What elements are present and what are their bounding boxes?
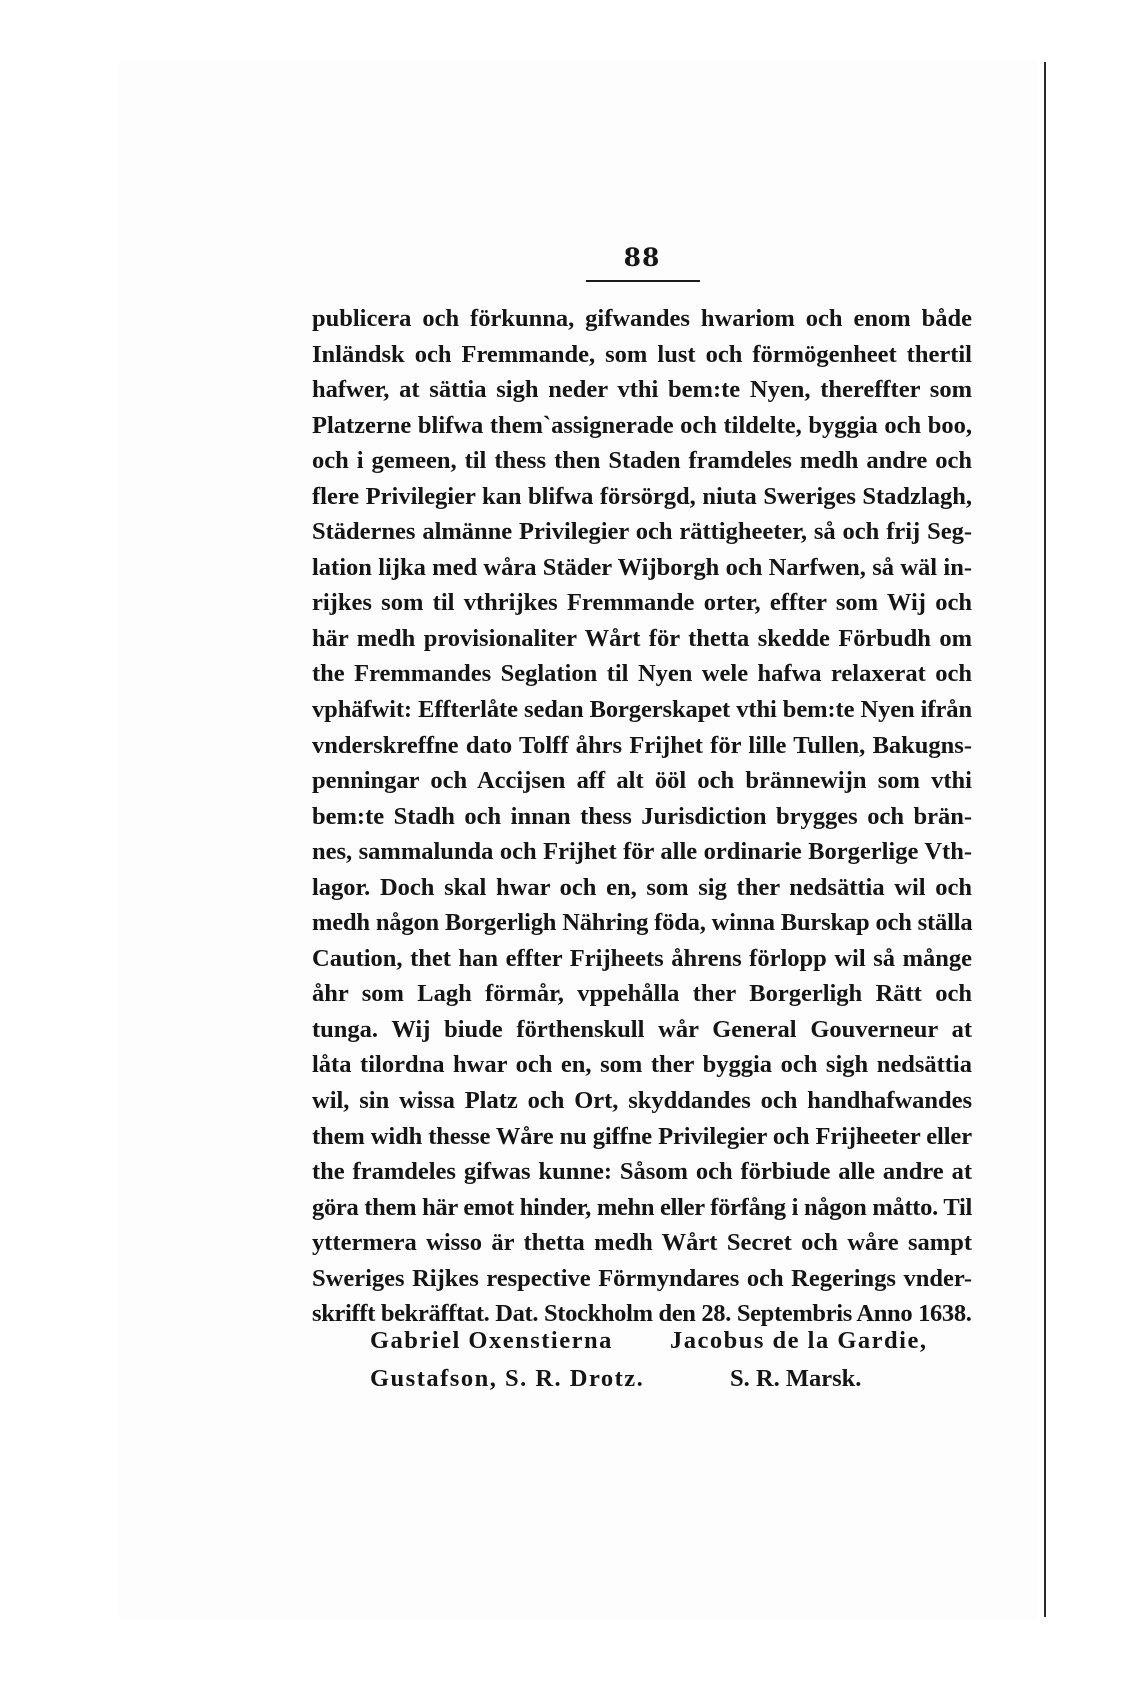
- text-line: penningar och Accijsen aff alt ööl och brännewijn som vthi: [312, 767, 972, 795]
- text-line: the framdeles gifwas kunne: Såsom och förbiude alle andre at: [312, 1158, 972, 1186]
- text-line: yttermera wisso är thetta medh Wårt Secret och wåre sampt: [312, 1229, 972, 1257]
- text-line: Caution, thet han effter Frijheets åhrens förlopp wil så månge: [312, 944, 972, 972]
- body-text: [312, 301, 972, 1332]
- text-line: wil, sin wissa Platz och Ort, skyddandes och handhafwandes: [312, 1087, 972, 1115]
- text-line: lagor. Doch skal hwar och en, som sig ther nedsättia wil och: [312, 873, 972, 901]
- text-line: åhr som Lagh förmår, vppehålla ther Borgerligh Rätt och: [312, 980, 972, 1008]
- text-line: flere Privilegier kan blifwa försörgd, niuta Sweriges Stadzlagh,: [312, 482, 972, 510]
- signatory-left-title: Gustafson, S. R. Drotz.: [370, 1365, 645, 1392]
- text-line: lation lijka med wåra Städer Wijborgh och Narfwen, så wäl in-: [312, 553, 972, 581]
- signature-row: [370, 1323, 990, 1361]
- text-line: Platzerne blifwa them`assignerade och tildelte, byggia och boo,: [312, 411, 972, 439]
- text-line: hafwer, at sättia sigh neder vthi bem:te Nyen, thereffter som: [312, 376, 972, 404]
- text-line: vnderskreffne dato Tolff åhrs Frijhet för lille Tullen, Bakugns-: [312, 731, 972, 759]
- text-line: publicera och förkunna, gifwandes hwariom och enom både: [312, 305, 972, 332]
- page-number: 88: [623, 243, 661, 272]
- text-line: Städernes almänne Privilegier och rättigheeter, så och frij Seg-: [312, 518, 972, 546]
- signature-block: [370, 1323, 990, 1399]
- signatory-right-name: Jacobus de la Gardie,: [670, 1327, 928, 1354]
- text-line: Inländsk och Fremmande, som lust och förmögenheet thertil: [312, 340, 972, 368]
- text-line: nes, sammalunda och Frijhet för alle ordinarie Borgerlige Vth-: [312, 838, 972, 866]
- signature-row: [370, 1361, 990, 1399]
- text-line: låta tilordna hwar och en, som ther byggia och sigh nedsättia: [312, 1051, 972, 1079]
- text-line: medh någon Borgerligh Nähring föda, winna Burskap och ställa: [312, 909, 973, 937]
- text-line: göra them här emot hinder, mehn eller förfång i någon måtto. Til: [312, 1193, 972, 1221]
- text-line: här medh provisionaliter Wårt för thetta skedde Förbudh om: [312, 624, 972, 652]
- header-rule: [586, 280, 700, 282]
- text-line: bem:te Stadh och innan thess Jurisdiction brygges och brän-: [312, 802, 972, 830]
- text-line: vphäfwit: Effterlåte sedan Borgerskapet vthi bem:te Nyen ifrån: [312, 696, 972, 724]
- text-line: rijkes som til vthrijkes Fremmande orter, effter som Wij och: [312, 589, 972, 617]
- text-line: skrifft bekräfftat. Dat. Stockholm den 28. Septembris Anno 1638.: [312, 1300, 972, 1328]
- signatory-left-name: Gabriel Oxenstierna: [370, 1327, 613, 1354]
- text-line: och i gemeen, til thess then Staden framdeles medh andre och: [312, 447, 972, 475]
- text-line: Sweriges Rijkes respective Förmyndares och Regerings vnder-: [312, 1264, 972, 1292]
- page-edge-rule: [1044, 62, 1046, 1617]
- text-line: tunga. Wij biude förthenskull wår General Gouverneur at: [312, 1015, 972, 1043]
- text-line: them widh thesse Wåre nu giffne Privilegier och Frijheeter eller: [312, 1122, 972, 1150]
- text-line: the Fremmandes Seglation til Nyen wele hafwa relaxerat och: [312, 660, 972, 688]
- signatory-right-title: S. R. Marsk.: [730, 1365, 862, 1392]
